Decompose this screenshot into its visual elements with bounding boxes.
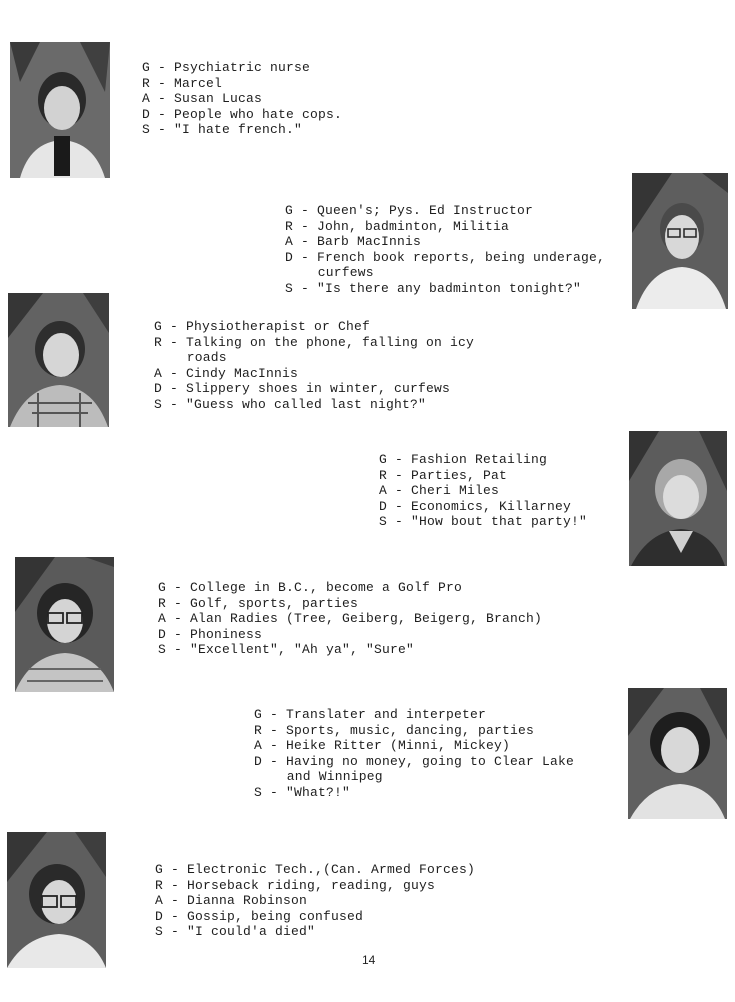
entry-ambition: A - Barb MacInnis	[285, 234, 422, 249]
portrait-photo-1	[10, 42, 110, 178]
entry-remember: R - Parties, Pat	[379, 467, 508, 483]
entry-goal: G - Psychiatric nurse	[142, 60, 311, 75]
entry-saying: S - "What?!"	[254, 784, 351, 800]
entry-dislike-continued: and Winnipeg	[286, 769, 383, 784]
entry-ambition: A - Heike Ritter (Minni, Mickey)	[254, 738, 511, 753]
entry-goal: G - Fashion Retailing	[379, 452, 548, 467]
entry-dislike: D - Economics, Killarney	[379, 498, 572, 514]
entry-dislike: D - People who hate cops.	[142, 106, 343, 122]
portrait-photo-6	[628, 688, 727, 819]
entry-3	[154, 319, 474, 412]
entry-ambition: A - Cheri Miles	[379, 483, 500, 498]
entry-dislike: D - Phoniness	[158, 626, 263, 642]
entry-dislike: D - Having no money, going to Clear Lake	[254, 753, 575, 769]
portrait-photo-5	[15, 557, 114, 692]
portrait-photo-4	[629, 431, 727, 566]
entry-2	[285, 203, 605, 296]
entry-dislike: D - Slippery shoes in winter, curfews	[154, 381, 451, 396]
entry-1	[142, 60, 342, 138]
entry-saying: S - "Is there any badminton tonight?"	[285, 280, 582, 296]
entry-ambition: A - Susan Lucas	[142, 91, 263, 106]
entry-goal: G - Queen's; Pys. Ed Instructor	[285, 203, 534, 218]
entry-saying: S - "I hate french."	[142, 122, 303, 137]
entry-4	[379, 452, 587, 530]
entry-remember: R - Golf, sports, parties	[158, 595, 359, 611]
page-number: 14	[362, 953, 376, 967]
entry-goal: G - College in B.C., become a Golf Pro	[158, 580, 463, 595]
entry-remember: R - John, badminton, Militia	[285, 218, 510, 234]
entry-7	[155, 862, 475, 940]
entry-remember: R - Sports, music, dancing, parties	[254, 722, 535, 738]
entry-dislike: D - Gossip, being confused	[155, 908, 364, 924]
entry-goal: G - Translater and interpeter	[254, 707, 487, 722]
portrait-photo-7	[7, 832, 106, 968]
entry-ambition: A - Dianna Robinson	[155, 893, 308, 908]
entry-saying: S - "How bout that party!"	[379, 514, 588, 529]
entry-remember-continued: roads	[186, 350, 227, 365]
entry-goal: G - Electronic Tech.,(Can. Armed Forces)	[155, 862, 476, 877]
entry-dislike: D - French book reports, being underage,	[285, 249, 606, 265]
portrait-photo-2	[632, 173, 728, 309]
entry-remember: R - Marcel	[142, 75, 223, 91]
entry-dislike-continued: curfews	[317, 265, 374, 280]
entry-remember: R - Talking on the phone, falling on icy	[154, 334, 475, 350]
portrait-photo-3	[8, 293, 109, 427]
entry-saying: S - "I could'a died"	[155, 924, 316, 939]
entry-goal: G - Physiotherapist or Chef	[154, 319, 371, 334]
entry-ambition: A - Alan Radies (Tree, Geiberg, Beigerg, Branch)	[158, 611, 543, 626]
entry-5	[158, 580, 542, 658]
entry-ambition: A - Cindy MacInnis	[154, 365, 299, 381]
entry-saying: S - "Excellent", "Ah ya", "Sure"	[158, 642, 415, 657]
entry-saying: S - "Guess who called last night?"	[154, 396, 427, 412]
entry-6	[254, 707, 574, 800]
entry-remember: R - Horseback riding, reading, guys	[155, 877, 436, 893]
